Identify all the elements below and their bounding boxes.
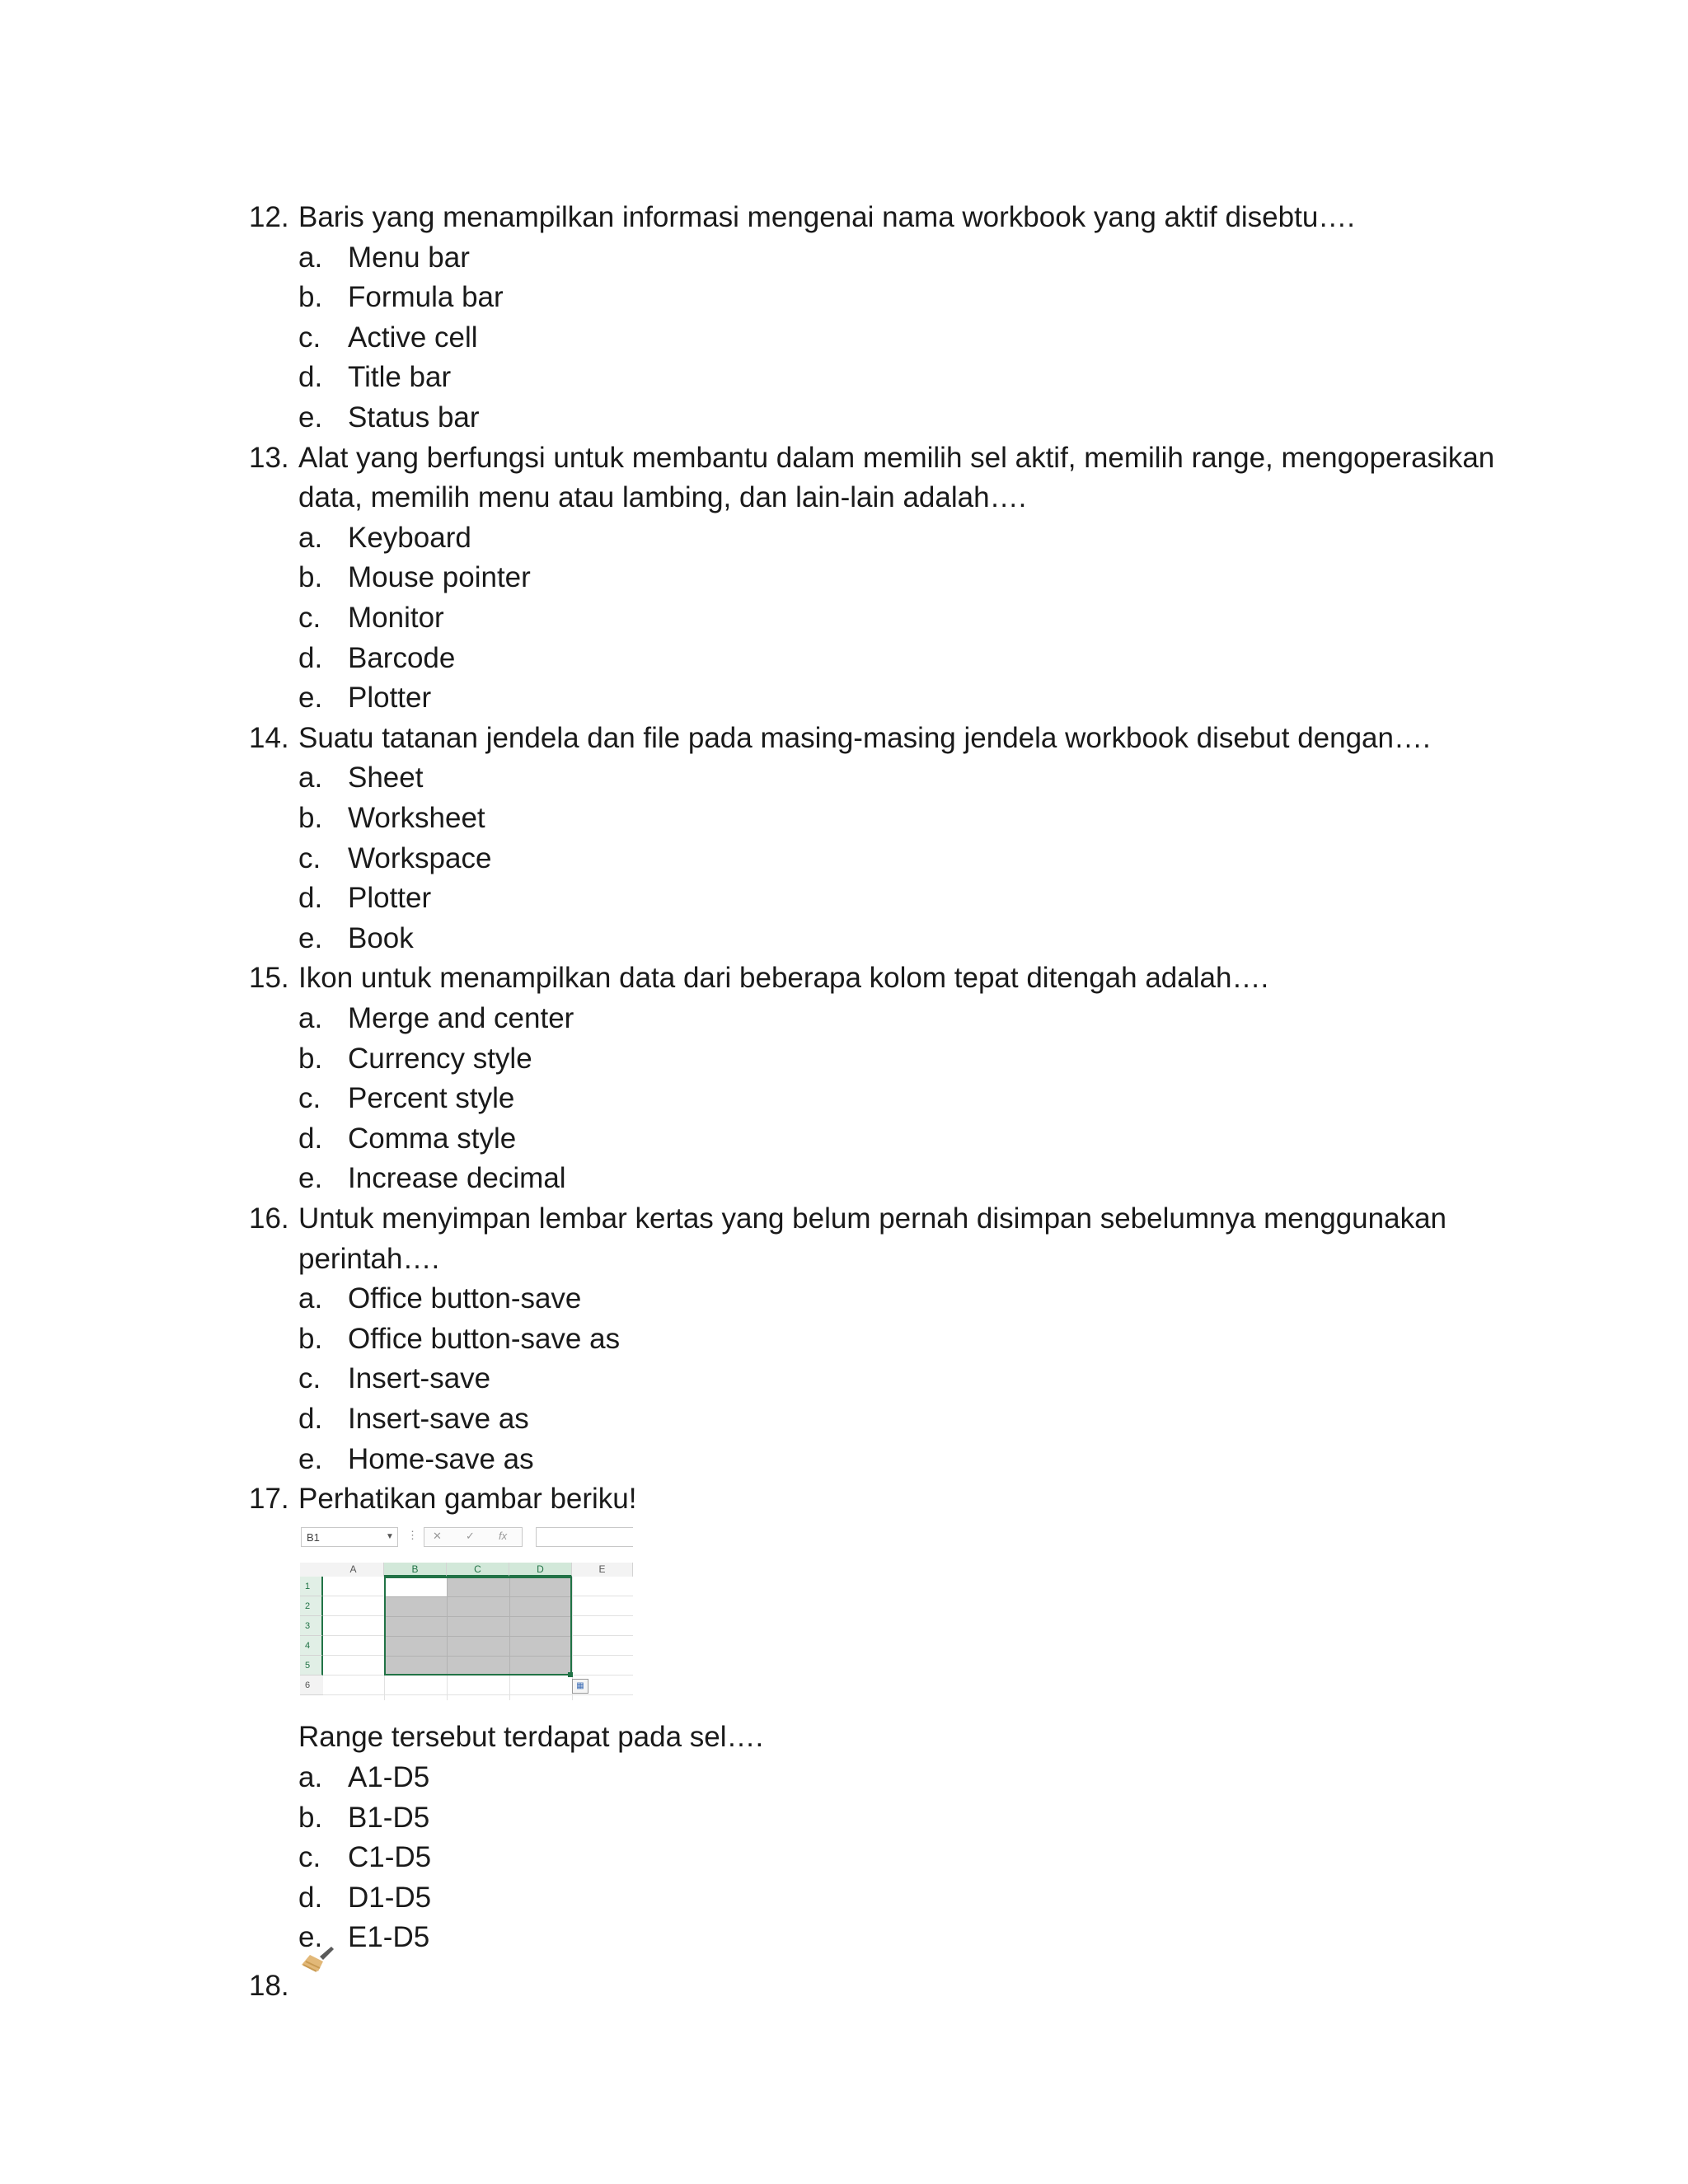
grid-line bbox=[323, 1694, 633, 1695]
option-label: c. bbox=[298, 842, 321, 874]
row-header: 5 bbox=[300, 1656, 323, 1675]
option-label: a. bbox=[298, 762, 323, 794]
option-text[interactable]: Office button-save bbox=[348, 1282, 582, 1315]
range-col-line bbox=[509, 1578, 510, 1674]
option-label: e. bbox=[298, 682, 323, 714]
question-number: 16. bbox=[249, 1202, 289, 1235]
formula-bar bbox=[536, 1527, 633, 1547]
fill-handle bbox=[568, 1672, 573, 1677]
option-text[interactable]: Percent style bbox=[348, 1082, 515, 1114]
option-text[interactable]: Status bar bbox=[348, 401, 480, 434]
option-label: d. bbox=[298, 1403, 323, 1435]
question-number: 14. bbox=[249, 722, 289, 754]
option-label: c. bbox=[298, 602, 321, 634]
option-text[interactable]: C1-D5 bbox=[348, 1841, 432, 1873]
option-label: b. bbox=[298, 1043, 323, 1075]
option-label: d. bbox=[298, 1882, 323, 1914]
question-number: 17. bbox=[249, 1483, 289, 1515]
question-stem: data, memilih menu atau lambing, dan lain-lain adalah…. bbox=[298, 481, 1027, 513]
name-box: B1 bbox=[301, 1527, 398, 1547]
column-header: C bbox=[447, 1563, 509, 1577]
spreadsheet-range-figure bbox=[300, 1526, 633, 1700]
option-text[interactable]: Insert-save as bbox=[348, 1403, 529, 1435]
question-stem: Baris yang menampilkan informasi mengenai nama workbook yang aktif disebtu…. bbox=[298, 201, 1356, 233]
question-stem: Ikon untuk menampilkan data dari beberapa kolom tepat ditengah adalah…. bbox=[298, 962, 1269, 994]
column-header: D bbox=[509, 1563, 572, 1577]
option-label: a. bbox=[298, 1282, 323, 1315]
option-text[interactable]: Worksheet bbox=[348, 802, 485, 834]
option-text[interactable]: Barcode bbox=[348, 642, 456, 674]
option-label: b. bbox=[298, 802, 323, 834]
option-text[interactable]: Plotter bbox=[348, 682, 432, 714]
question-stem: Perhatikan gambar beriku! bbox=[298, 1483, 637, 1515]
option-text[interactable]: A1-D5 bbox=[348, 1761, 430, 1793]
chevron-down-icon: ▼ bbox=[386, 1532, 394, 1541]
question-number: 15. bbox=[249, 962, 289, 994]
question-number: 12. bbox=[249, 201, 289, 233]
question-stem: Suatu tatanan jendela dan file pada masing-masing jendela workbook disebut dengan…. bbox=[298, 722, 1431, 754]
more-vertical-icon: ⋮ bbox=[407, 1529, 418, 1541]
option-label: d. bbox=[298, 1122, 323, 1155]
option-text[interactable]: E1-D5 bbox=[348, 1921, 430, 1953]
column-header: B bbox=[384, 1563, 447, 1577]
cancel-icon: ✕ bbox=[433, 1530, 442, 1542]
question-stem: Untuk menyimpan lembar kertas yang belum pernah disimpan sebelumnya menggunakan bbox=[298, 1202, 1447, 1235]
quick-analysis-icon: ▦ bbox=[572, 1679, 588, 1694]
option-label: d. bbox=[298, 361, 323, 393]
row-header: 6 bbox=[300, 1675, 323, 1695]
select-all-corner bbox=[300, 1563, 323, 1577]
option-label: b. bbox=[298, 1323, 323, 1355]
range-row-line bbox=[386, 1636, 570, 1637]
paintbrush-icon bbox=[298, 1943, 335, 1976]
figure-prompt: Range tersebut terdapat pada sel…. bbox=[298, 1721, 764, 1753]
option-text[interactable]: Merge and center bbox=[348, 1002, 574, 1034]
row-header: 2 bbox=[300, 1596, 323, 1616]
row-header: 4 bbox=[300, 1636, 323, 1656]
option-text[interactable]: Active cell bbox=[348, 321, 478, 354]
row-header: 3 bbox=[300, 1616, 323, 1636]
option-text[interactable]: Title bar bbox=[348, 361, 452, 393]
option-text[interactable]: B1-D5 bbox=[348, 1802, 430, 1834]
column-header: E bbox=[572, 1563, 633, 1577]
option-text[interactable]: Mouse pointer bbox=[348, 561, 531, 593]
column-header: A bbox=[323, 1563, 384, 1577]
option-label: b. bbox=[298, 561, 323, 593]
option-text[interactable]: Comma style bbox=[348, 1122, 517, 1155]
enter-icon: ✓ bbox=[466, 1530, 475, 1542]
option-text[interactable]: Book bbox=[348, 922, 414, 954]
option-label: e. bbox=[298, 922, 323, 954]
range-col-line bbox=[447, 1578, 448, 1674]
option-label: c. bbox=[298, 1082, 321, 1114]
option-text[interactable]: Monitor bbox=[348, 602, 444, 634]
option-label: a. bbox=[298, 1761, 323, 1793]
option-text[interactable]: Formula bar bbox=[348, 281, 504, 313]
option-text[interactable]: D1-D5 bbox=[348, 1882, 432, 1914]
formula-buttons bbox=[424, 1527, 523, 1547]
option-label: c. bbox=[298, 1362, 321, 1394]
range-row-line bbox=[386, 1596, 570, 1597]
option-label: a. bbox=[298, 1002, 323, 1034]
option-label: d. bbox=[298, 642, 323, 674]
option-text[interactable]: Keyboard bbox=[348, 522, 471, 554]
option-label: e. bbox=[298, 1443, 323, 1475]
option-text[interactable]: Office button-save as bbox=[348, 1323, 621, 1355]
option-text[interactable]: Sheet bbox=[348, 762, 424, 794]
question-number: 18. bbox=[249, 1970, 289, 2002]
option-text[interactable]: Home-save as bbox=[348, 1443, 534, 1475]
option-label: e. bbox=[298, 1921, 323, 1953]
option-label: d. bbox=[298, 882, 323, 914]
option-label: a. bbox=[298, 522, 323, 554]
active-cell bbox=[386, 1578, 447, 1596]
option-text[interactable]: Plotter bbox=[348, 882, 432, 914]
option-text[interactable]: Increase decimal bbox=[348, 1162, 566, 1194]
option-label: e. bbox=[298, 1162, 323, 1194]
range-row-line bbox=[386, 1616, 570, 1617]
option-label: b. bbox=[298, 1802, 323, 1834]
option-text[interactable]: Menu bar bbox=[348, 241, 470, 274]
question-number: 13. bbox=[249, 442, 289, 474]
option-label: b. bbox=[298, 281, 323, 313]
option-label: c. bbox=[298, 321, 321, 354]
option-text[interactable]: Currency style bbox=[348, 1043, 532, 1075]
option-label: a. bbox=[298, 241, 323, 274]
option-label: e. bbox=[298, 401, 323, 434]
question-stem: perintah…. bbox=[298, 1243, 440, 1275]
question-stem: Alat yang berfungsi untuk membantu dalam memilih sel aktif, memilih range, mengoperasikan bbox=[298, 442, 1495, 474]
option-text[interactable]: Insert-save bbox=[348, 1362, 491, 1394]
option-label: c. bbox=[298, 1841, 321, 1873]
row-header: 1 bbox=[300, 1577, 323, 1596]
function-icon: fx bbox=[499, 1530, 508, 1542]
range-row-line bbox=[386, 1656, 570, 1657]
option-text[interactable]: Workspace bbox=[348, 842, 492, 874]
